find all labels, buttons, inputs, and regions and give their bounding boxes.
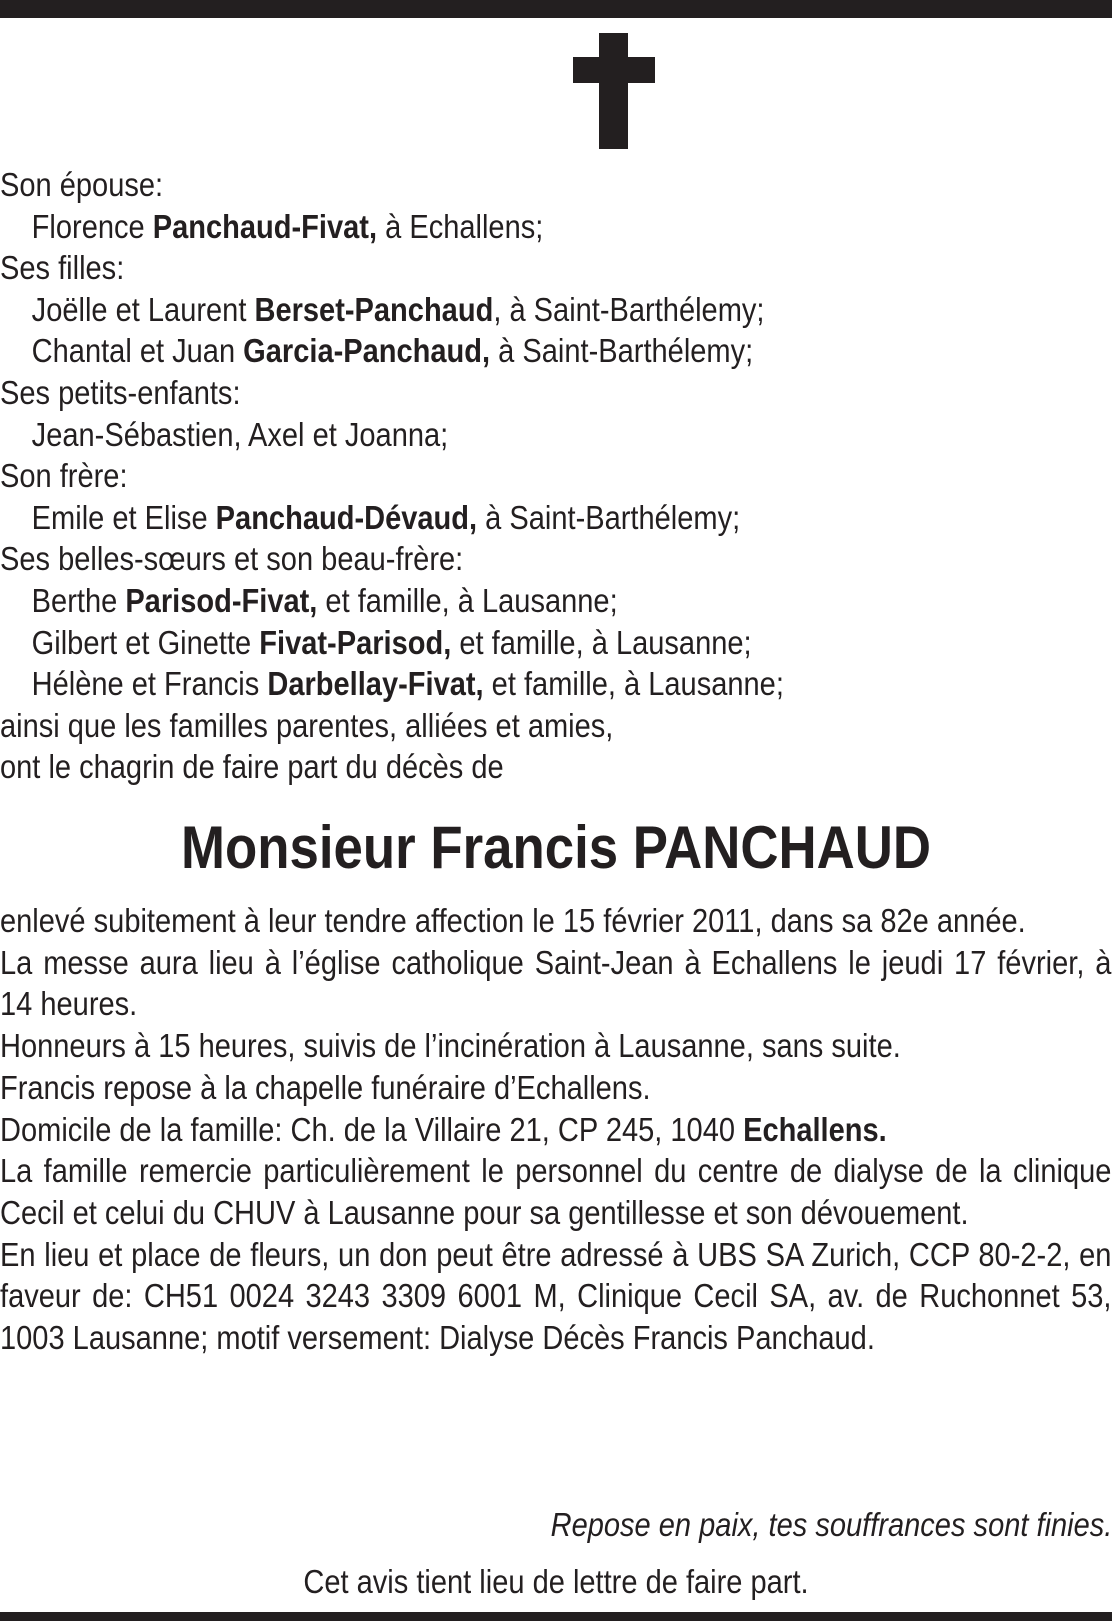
- donation-paragraph: En lieu et place de fleurs, un don peut être adressé à UBS SA Zurich, CCP 80-2-2, en faveur de: CH51 0024 3243 3309 6001 M, Clinique Cecil SA, av. de Ruchonnet 53, 1003 Lausanne; motif versement: Dialyse Décès Francis Panchaud.: [0, 1235, 1112, 1357]
- inlaw-entry: Berthe Parisod-Fivat, et famille, à Lausanne;: [31, 581, 618, 619]
- brother-heading: Son frère:: [0, 457, 128, 495]
- announcement-line: ont le chagrin de faire part du décès de: [0, 748, 504, 786]
- grandchildren-entry: Jean-Sébastien, Axel et Joanna;: [31, 415, 449, 453]
- family-list: [0, 164, 979, 788]
- grandchildren-heading: Ses petits-enfants:: [0, 373, 241, 411]
- inlaws-heading: Ses belles-sœurs et son beau-frère:: [0, 540, 464, 578]
- footer-note: Cet avis tient lieu de lettre de faire part.: [303, 1563, 809, 1600]
- inlaw-entry: Hélène et Francis Darbellay-Fivat, et famille, à Lausanne;: [31, 665, 784, 703]
- spouse-heading: Son épouse:: [0, 166, 164, 203]
- brother-entry: Emile et Elise Panchaud-Dévaud, à Saint-Barthélemy;: [31, 498, 741, 536]
- rests-line: Francis repose à la chapelle funéraire d’Echallens.: [0, 1068, 651, 1106]
- family-address: Domicile de la famille: Ch. de la Villaire 21, CP 245, 1040 Echallens.: [0, 1110, 887, 1148]
- spouse-entry: Florence Panchaud-Fivat, à Echallens;: [31, 207, 544, 245]
- deceased-name: Monsieur Francis PANCHAUD: [180, 814, 932, 881]
- daughters-heading: Ses filles:: [0, 249, 125, 287]
- latin-cross-icon: [573, 33, 655, 149]
- inlaw-entry: Gilbert et Ginette Fivat-Parisod, et famille, à Lausanne;: [31, 623, 752, 661]
- relatives-line: ainsi que les familles parentes, alliées et amies,: [0, 706, 614, 744]
- closing-quote: Repose en paix, tes souffrances sont finies.: [550, 1506, 1112, 1543]
- daughter-entry: Joëlle et Laurent Berset-Panchaud, à Saint-Barthélemy;: [31, 290, 765, 328]
- daughter-entry: Chantal et Juan Garcia-Panchaud, à Saint-Barthélemy;: [31, 332, 754, 370]
- top-rule: [0, 0, 1112, 18]
- notice-body: [0, 900, 1111, 1359]
- mass-paragraph: La messe aura lieu à l’église catholique Saint-Jean à Echallens le jeudi 17 février, à 14 heures.: [0, 943, 1112, 1023]
- bottom-rule: [0, 1612, 1112, 1621]
- thanks-paragraph: La famille remercie particulièrement le personnel du centre de dialyse de la clinique Cecil et celui du CHUV à Lausanne pour sa gentillesse et son dévouement.: [0, 1152, 1112, 1231]
- death-paragraph: enlevé subitement à leur tendre affection le 15 février 2011, dans sa 82e année.: [0, 902, 1026, 939]
- honours-line: Honneurs à 15 heures, suivis de l’incinération à Lausanne, sans suite.: [0, 1027, 901, 1065]
